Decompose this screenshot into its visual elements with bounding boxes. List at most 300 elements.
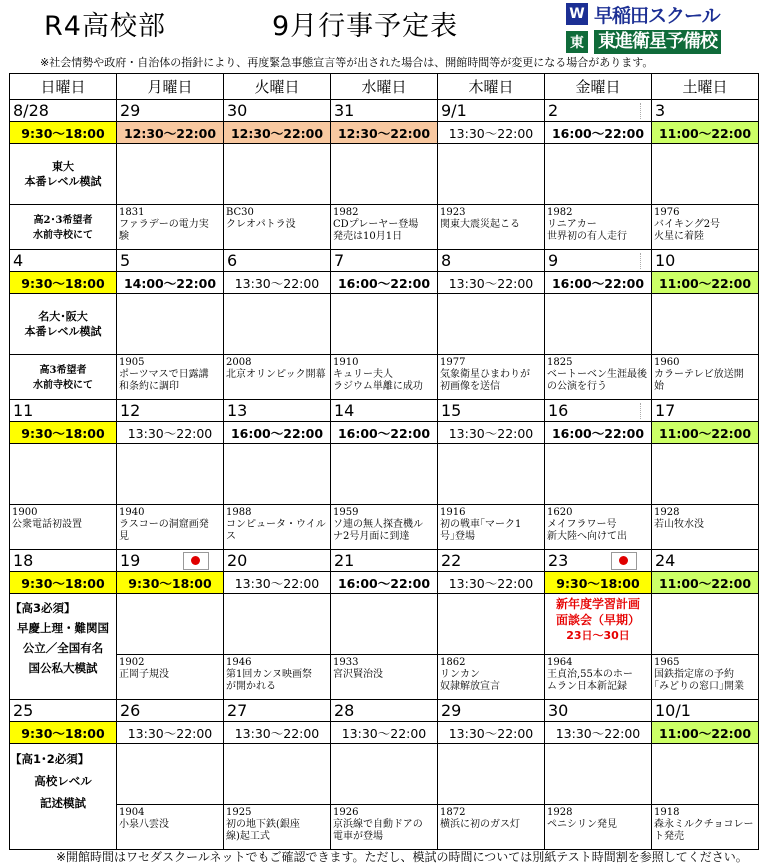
history-line: カラーテレビ放送開 (654, 369, 744, 380)
day-header: 木曜日 (438, 74, 545, 100)
venue-note-line: 水前寺校にて (33, 380, 93, 391)
logo-text: 早稲田スクール (594, 4, 720, 27)
date-cell (224, 550, 331, 572)
opening-hours: 13:30～22:00 (117, 722, 224, 744)
date-row (10, 700, 759, 722)
exam-note-line: 東大 (52, 160, 74, 173)
history-line: 始 (654, 381, 664, 392)
date-cell (545, 550, 652, 572)
date-row (10, 250, 759, 272)
date-cell (438, 400, 545, 422)
counseling-note-line: 新年度学習計画 (555, 597, 640, 611)
event-cell (545, 294, 652, 355)
opening-hours: 11:00～22:00 (652, 272, 759, 294)
venue-note-line: 高3希望者 (39, 365, 87, 376)
history-line: 1831 (119, 207, 145, 218)
event-cell (224, 294, 331, 355)
mock-exam-notice (10, 294, 116, 354)
history-line: 若山牧水没 (654, 519, 704, 530)
history-line: ｢みどりの窓口｣開業 (654, 681, 744, 692)
history-note (438, 805, 545, 850)
footer-note: ※開館時間はワセダスクールネットでもご確認できます。ただし、模試の時間については別紙テスト時間割を参照してください。 (56, 850, 748, 864)
history-line: 和条約に調印 (119, 381, 179, 392)
opening-hours: 11:00～22:00 (652, 572, 759, 594)
event-row (10, 744, 759, 805)
calendar-table (9, 73, 759, 850)
history-row (10, 205, 759, 250)
history-note (331, 355, 438, 400)
event-row (10, 294, 759, 355)
venue-note-line: 高2･3希望者 (33, 215, 93, 226)
logo-text: 東進衛星予備校 (594, 30, 721, 54)
opening-hours: 9:30～18:00 (545, 572, 652, 594)
history-line: 1940 (119, 507, 145, 518)
history-note (652, 505, 759, 550)
date-label: 7 (334, 251, 345, 270)
history-line: の公演を行う (547, 381, 607, 392)
date-label: 10/1 (655, 701, 691, 720)
history-note (545, 655, 652, 700)
history-note (10, 205, 117, 250)
day-header: 火曜日 (224, 74, 331, 100)
date-label: 15 (441, 401, 462, 420)
history-line: 第1回カンヌ映画祭 (226, 669, 312, 680)
history-line: 1925 (226, 807, 252, 818)
history-line: が開かれる (226, 681, 276, 692)
event-cell (117, 594, 224, 655)
opening-hours: 13:30～22:00 (117, 422, 224, 444)
date-cell (331, 700, 438, 722)
date-cell (545, 100, 652, 122)
history-line: 発売は10月1日 (333, 231, 403, 242)
event-cell (224, 594, 331, 655)
history-note (117, 805, 224, 850)
date-label: 12 (120, 401, 141, 420)
date-label: 9/1 (441, 101, 467, 120)
opening-hours: 16:00～22:00 (545, 122, 652, 144)
counseling-note-line: 23日～30日 (566, 629, 630, 642)
opening-hours: 11:00～22:00 (652, 422, 759, 444)
date-label: 5 (120, 251, 131, 270)
day-header-row (10, 74, 759, 100)
history-note (10, 505, 117, 550)
event-cell (438, 594, 545, 655)
opening-hours: 13:30～22:00 (224, 272, 331, 294)
history-line: ス (226, 531, 236, 542)
history-line: ペニシリン発見 (547, 819, 617, 830)
history-line: ラジウム単離に成功 (333, 381, 423, 392)
opening-hours: 9:30～18:00 (117, 572, 224, 594)
history-row (10, 505, 759, 550)
date-cell (331, 400, 438, 422)
opening-hours: 16:00～22:00 (545, 272, 652, 294)
history-note (545, 355, 652, 400)
history-note (652, 655, 759, 700)
opening-hours: 9:30～18:00 (10, 272, 117, 294)
history-line: 1977 (440, 357, 466, 368)
history-line: 森永ミルクチョコレー (654, 819, 754, 830)
history-line: CDプレーヤー登場 (333, 219, 419, 230)
exam-note-line: 【高1･2必須】 (10, 752, 90, 766)
japan-flag-icon (611, 552, 637, 570)
history-line: ト発売 (654, 831, 684, 842)
history-line: 1904 (119, 807, 145, 818)
exam-note-line: 公立／全国有名 (22, 641, 104, 655)
history-note (117, 355, 224, 400)
event-cell (438, 144, 545, 205)
history-line: 号｣登場 (440, 531, 475, 542)
date-cell (224, 100, 331, 122)
history-line: 1976 (654, 207, 680, 218)
history-note (652, 205, 759, 250)
opening-hours: 13:30～22:00 (438, 722, 545, 744)
date-label: 27 (227, 701, 248, 720)
date-cell (117, 700, 224, 722)
history-line: 1928 (654, 507, 680, 518)
opening-hours: 14:00～22:00 (117, 272, 224, 294)
date-cell (652, 550, 759, 572)
date-label: 30 (548, 701, 569, 720)
opening-hours: 11:00～22:00 (652, 722, 759, 744)
exam-note-line: 高校レベル (34, 774, 92, 788)
history-line: 1946 (226, 657, 252, 668)
history-line: 奴隷解放宣言 (440, 681, 500, 692)
decoration-dots (640, 253, 645, 269)
event-cell (652, 444, 759, 505)
page-title: 9月行事予定表 (272, 11, 459, 42)
date-row (10, 550, 759, 572)
date-label: 8/28 (13, 101, 49, 120)
history-line: 関東大震災起こる (440, 219, 520, 230)
date-row (10, 100, 759, 122)
opening-hours: 16:00～22:00 (331, 272, 438, 294)
date-cell (438, 100, 545, 122)
exam-note-line: 国公私大模試 (28, 661, 98, 675)
date-label: 31 (334, 101, 355, 120)
hours-row (10, 272, 759, 294)
history-line: 2008 (226, 357, 252, 368)
counseling-session-notice (545, 594, 651, 644)
date-label: 4 (13, 251, 24, 270)
history-line: 横浜に初のガス灯 (440, 819, 520, 830)
opening-hours: 13:30～22:00 (331, 722, 438, 744)
history-line: 1910 (333, 357, 359, 368)
history-line: ファラデーの電力実 (119, 219, 209, 230)
history-row (10, 805, 759, 850)
date-cell (545, 250, 652, 272)
date-label: 3 (655, 101, 666, 120)
date-label: 14 (334, 401, 355, 420)
history-line: 電車が登場 (333, 831, 383, 842)
exam-note-line: 名大･阪大 (38, 310, 88, 323)
history-line: 北京オリンピック開幕 (226, 369, 326, 380)
day-header: 月曜日 (117, 74, 224, 100)
history-note (545, 205, 652, 250)
history-note (438, 205, 545, 250)
history-line: クレオパトラ没 (226, 219, 296, 230)
opening-hours: 13:30～22:00 (438, 572, 545, 594)
history-line: 1982 (333, 207, 359, 218)
event-row (10, 144, 759, 205)
japan-flag-icon (183, 552, 209, 570)
history-note (10, 355, 117, 400)
date-cell (438, 250, 545, 272)
date-label: 11 (13, 401, 34, 420)
mock-exam-notice (10, 594, 117, 700)
event-cell (545, 444, 652, 505)
exam-note-line: 記述模試 (40, 796, 86, 810)
event-cell (117, 294, 224, 355)
date-cell (545, 700, 652, 722)
history-note (652, 355, 759, 400)
history-line: 1872 (440, 807, 466, 818)
opening-hours: 13:30～22:00 (224, 572, 331, 594)
date-cell (117, 100, 224, 122)
date-label: 6 (227, 251, 238, 270)
history-line: 初の地下鉄(銀座 (226, 819, 300, 830)
opening-hours: 13:30～22:00 (438, 422, 545, 444)
history-line: ムラン日本新記録 (547, 681, 627, 692)
header (0, 0, 779, 70)
date-cell (331, 250, 438, 272)
date-cell (10, 250, 117, 272)
history-line: 1965 (654, 657, 680, 668)
history-line: 1918 (654, 807, 680, 818)
history-line: 線)起工式 (226, 831, 270, 842)
history-line: メイフラワー号 (547, 519, 617, 530)
event-cell (438, 444, 545, 505)
day-header: 土曜日 (652, 74, 759, 100)
date-cell (331, 550, 438, 572)
date-label: 13 (227, 401, 248, 420)
date-cell (545, 400, 652, 422)
history-line: 1862 (440, 657, 466, 668)
history-line: 1923 (440, 207, 466, 218)
date-row (10, 400, 759, 422)
event-cell (438, 744, 545, 805)
history-line: 国鉄指定席の予約 (654, 669, 734, 680)
mock-exam-notice (10, 744, 117, 850)
date-label: 28 (334, 701, 355, 720)
event-cell (545, 594, 652, 655)
history-line: リンカン (440, 669, 480, 680)
history-row (10, 355, 759, 400)
decoration-dots (640, 103, 645, 119)
counseling-note-line: 面談会（早期） (555, 613, 640, 627)
event-cell (331, 294, 438, 355)
history-note (224, 355, 331, 400)
history-line: 公衆電話初設置 (12, 519, 82, 530)
exam-note-line: 本番レベル模試 (24, 175, 102, 188)
history-note (438, 355, 545, 400)
history-line: 正岡子規没 (119, 669, 169, 680)
history-note (331, 505, 438, 550)
history-note (545, 805, 652, 850)
event-cell (652, 594, 759, 655)
event-cell (117, 744, 224, 805)
date-label: 2 (548, 101, 559, 120)
history-line: 小泉八雲没 (119, 819, 169, 830)
date-cell (331, 100, 438, 122)
opening-hours: 16:00～22:00 (331, 422, 438, 444)
logo-mark-icon: W (566, 3, 588, 25)
date-cell (10, 700, 117, 722)
history-line: 1928 (547, 807, 573, 818)
opening-hours: 12:30～22:00 (224, 122, 331, 144)
date-cell (117, 400, 224, 422)
history-note (331, 205, 438, 250)
history-line: 初画像を送信 (440, 381, 500, 392)
history-line: 1916 (440, 507, 466, 518)
event-cell (545, 744, 652, 805)
date-label: 21 (334, 551, 355, 570)
event-cell (117, 444, 224, 505)
date-label: 25 (13, 701, 34, 720)
history-line: ラスコーの洞窟画発 (119, 519, 209, 530)
date-label: 9 (548, 251, 559, 270)
event-cell (652, 294, 759, 355)
event-cell (331, 444, 438, 505)
history-line: 王貞治,55本のホー (547, 669, 633, 680)
date-label: 16 (548, 401, 569, 420)
event-row (10, 594, 759, 655)
date-label: 10 (655, 251, 676, 270)
history-line: 世界初の有人走行 (547, 231, 627, 242)
event-cell (224, 744, 331, 805)
history-note (438, 655, 545, 700)
history-line: 1960 (654, 357, 680, 368)
event-cell (331, 594, 438, 655)
date-label: 22 (441, 551, 462, 570)
event-cell (331, 144, 438, 205)
history-line: 1620 (547, 507, 573, 518)
opening-hours: 16:00～22:00 (545, 422, 652, 444)
page-title-left: R4高校部 (44, 11, 166, 42)
venue-note-line: 水前寺校にて (33, 230, 93, 241)
opening-hours: 9:30～18:00 (10, 122, 117, 144)
hours-row (10, 722, 759, 744)
notice-text: ※社会情勢や政府・自治体の指針により、再度緊急事態宣言等が出された場合は、開館時間等が変更になる場合があります。 (40, 56, 654, 69)
date-label: 30 (227, 101, 248, 120)
opening-hours: 13:30～22:00 (438, 122, 545, 144)
day-header: 日曜日 (10, 74, 117, 100)
date-label: 19 (120, 551, 141, 570)
history-line: BC30 (226, 207, 254, 218)
date-cell (10, 100, 117, 122)
opening-hours: 9:30～18:00 (10, 422, 117, 444)
history-note (117, 505, 224, 550)
date-cell (224, 700, 331, 722)
history-line: ポーツマスで日露講 (119, 369, 209, 380)
date-cell (117, 250, 224, 272)
history-line: 火星に着陸 (654, 231, 704, 242)
exam-note-line: 本番レベル模試 (24, 325, 102, 338)
hours-row (10, 122, 759, 144)
history-note (331, 655, 438, 700)
date-cell (652, 400, 759, 422)
date-label: 23 (548, 551, 569, 570)
hours-row (10, 572, 759, 594)
history-note (117, 655, 224, 700)
history-note (224, 655, 331, 700)
day-header: 金曜日 (545, 74, 652, 100)
date-cell (224, 400, 331, 422)
date-label: 20 (227, 551, 248, 570)
date-label: 29 (441, 701, 462, 720)
opening-hours: 16:00～22:00 (331, 572, 438, 594)
history-line: 1959 (333, 507, 359, 518)
event-cell (10, 444, 117, 505)
event-cell (652, 144, 759, 205)
opening-hours: 9:30～18:00 (10, 722, 117, 744)
date-label: 24 (655, 551, 676, 570)
date-label: 18 (13, 551, 34, 570)
date-cell (438, 550, 545, 572)
event-row (10, 444, 759, 505)
date-label: 8 (441, 251, 452, 270)
date-cell (652, 250, 759, 272)
history-line: 1825 (547, 357, 573, 368)
history-line: ベートーベン生涯最後 (547, 369, 647, 380)
history-note (117, 205, 224, 250)
date-cell (224, 250, 331, 272)
history-line: 1926 (333, 807, 359, 818)
event-cell (10, 294, 117, 355)
event-cell (652, 744, 759, 805)
date-label: 17 (655, 401, 676, 420)
date-label: 26 (120, 701, 141, 720)
date-label: 29 (120, 101, 141, 120)
event-cell (438, 294, 545, 355)
history-line: 見 (119, 531, 129, 542)
logo-mark-icon: 東 (566, 31, 588, 53)
opening-hours: 13:30～22:00 (438, 272, 545, 294)
history-line: 1905 (119, 357, 145, 368)
history-line: バイキング2号 (654, 219, 721, 230)
history-line: 新大陸へ向けて出 (547, 531, 627, 542)
event-cell (117, 144, 224, 205)
history-note (545, 505, 652, 550)
date-cell (438, 700, 545, 722)
event-cell (10, 144, 117, 205)
date-cell (117, 550, 224, 572)
waseda-school-logo (566, 2, 762, 26)
history-line: コンピュータ・ウイル (226, 519, 326, 530)
exam-note-line: 【高3必須】 (10, 601, 76, 615)
history-note (224, 205, 331, 250)
date-cell (652, 100, 759, 122)
history-note (652, 805, 759, 850)
hours-row (10, 422, 759, 444)
date-cell (652, 700, 759, 722)
history-line: 1988 (226, 507, 252, 518)
history-line: 初の戦車｢マーク1 (440, 519, 522, 530)
history-line: 宮沢賢治没 (333, 669, 383, 680)
exam-note-line: 早慶上理・難関国 (17, 621, 109, 635)
history-line: ナ2号月面に到達 (333, 531, 410, 542)
history-line: 京浜線で自動ドアの (333, 819, 423, 830)
history-line: 1900 (12, 507, 38, 518)
history-row (10, 655, 759, 700)
history-line: 1964 (547, 657, 573, 668)
history-note (224, 805, 331, 850)
history-line: 験 (119, 231, 129, 242)
history-line: 1933 (333, 657, 359, 668)
event-cell (224, 444, 331, 505)
history-note (438, 505, 545, 550)
history-line: 気象衛星ひまわりが (440, 369, 530, 380)
history-line: 1982 (547, 207, 573, 218)
